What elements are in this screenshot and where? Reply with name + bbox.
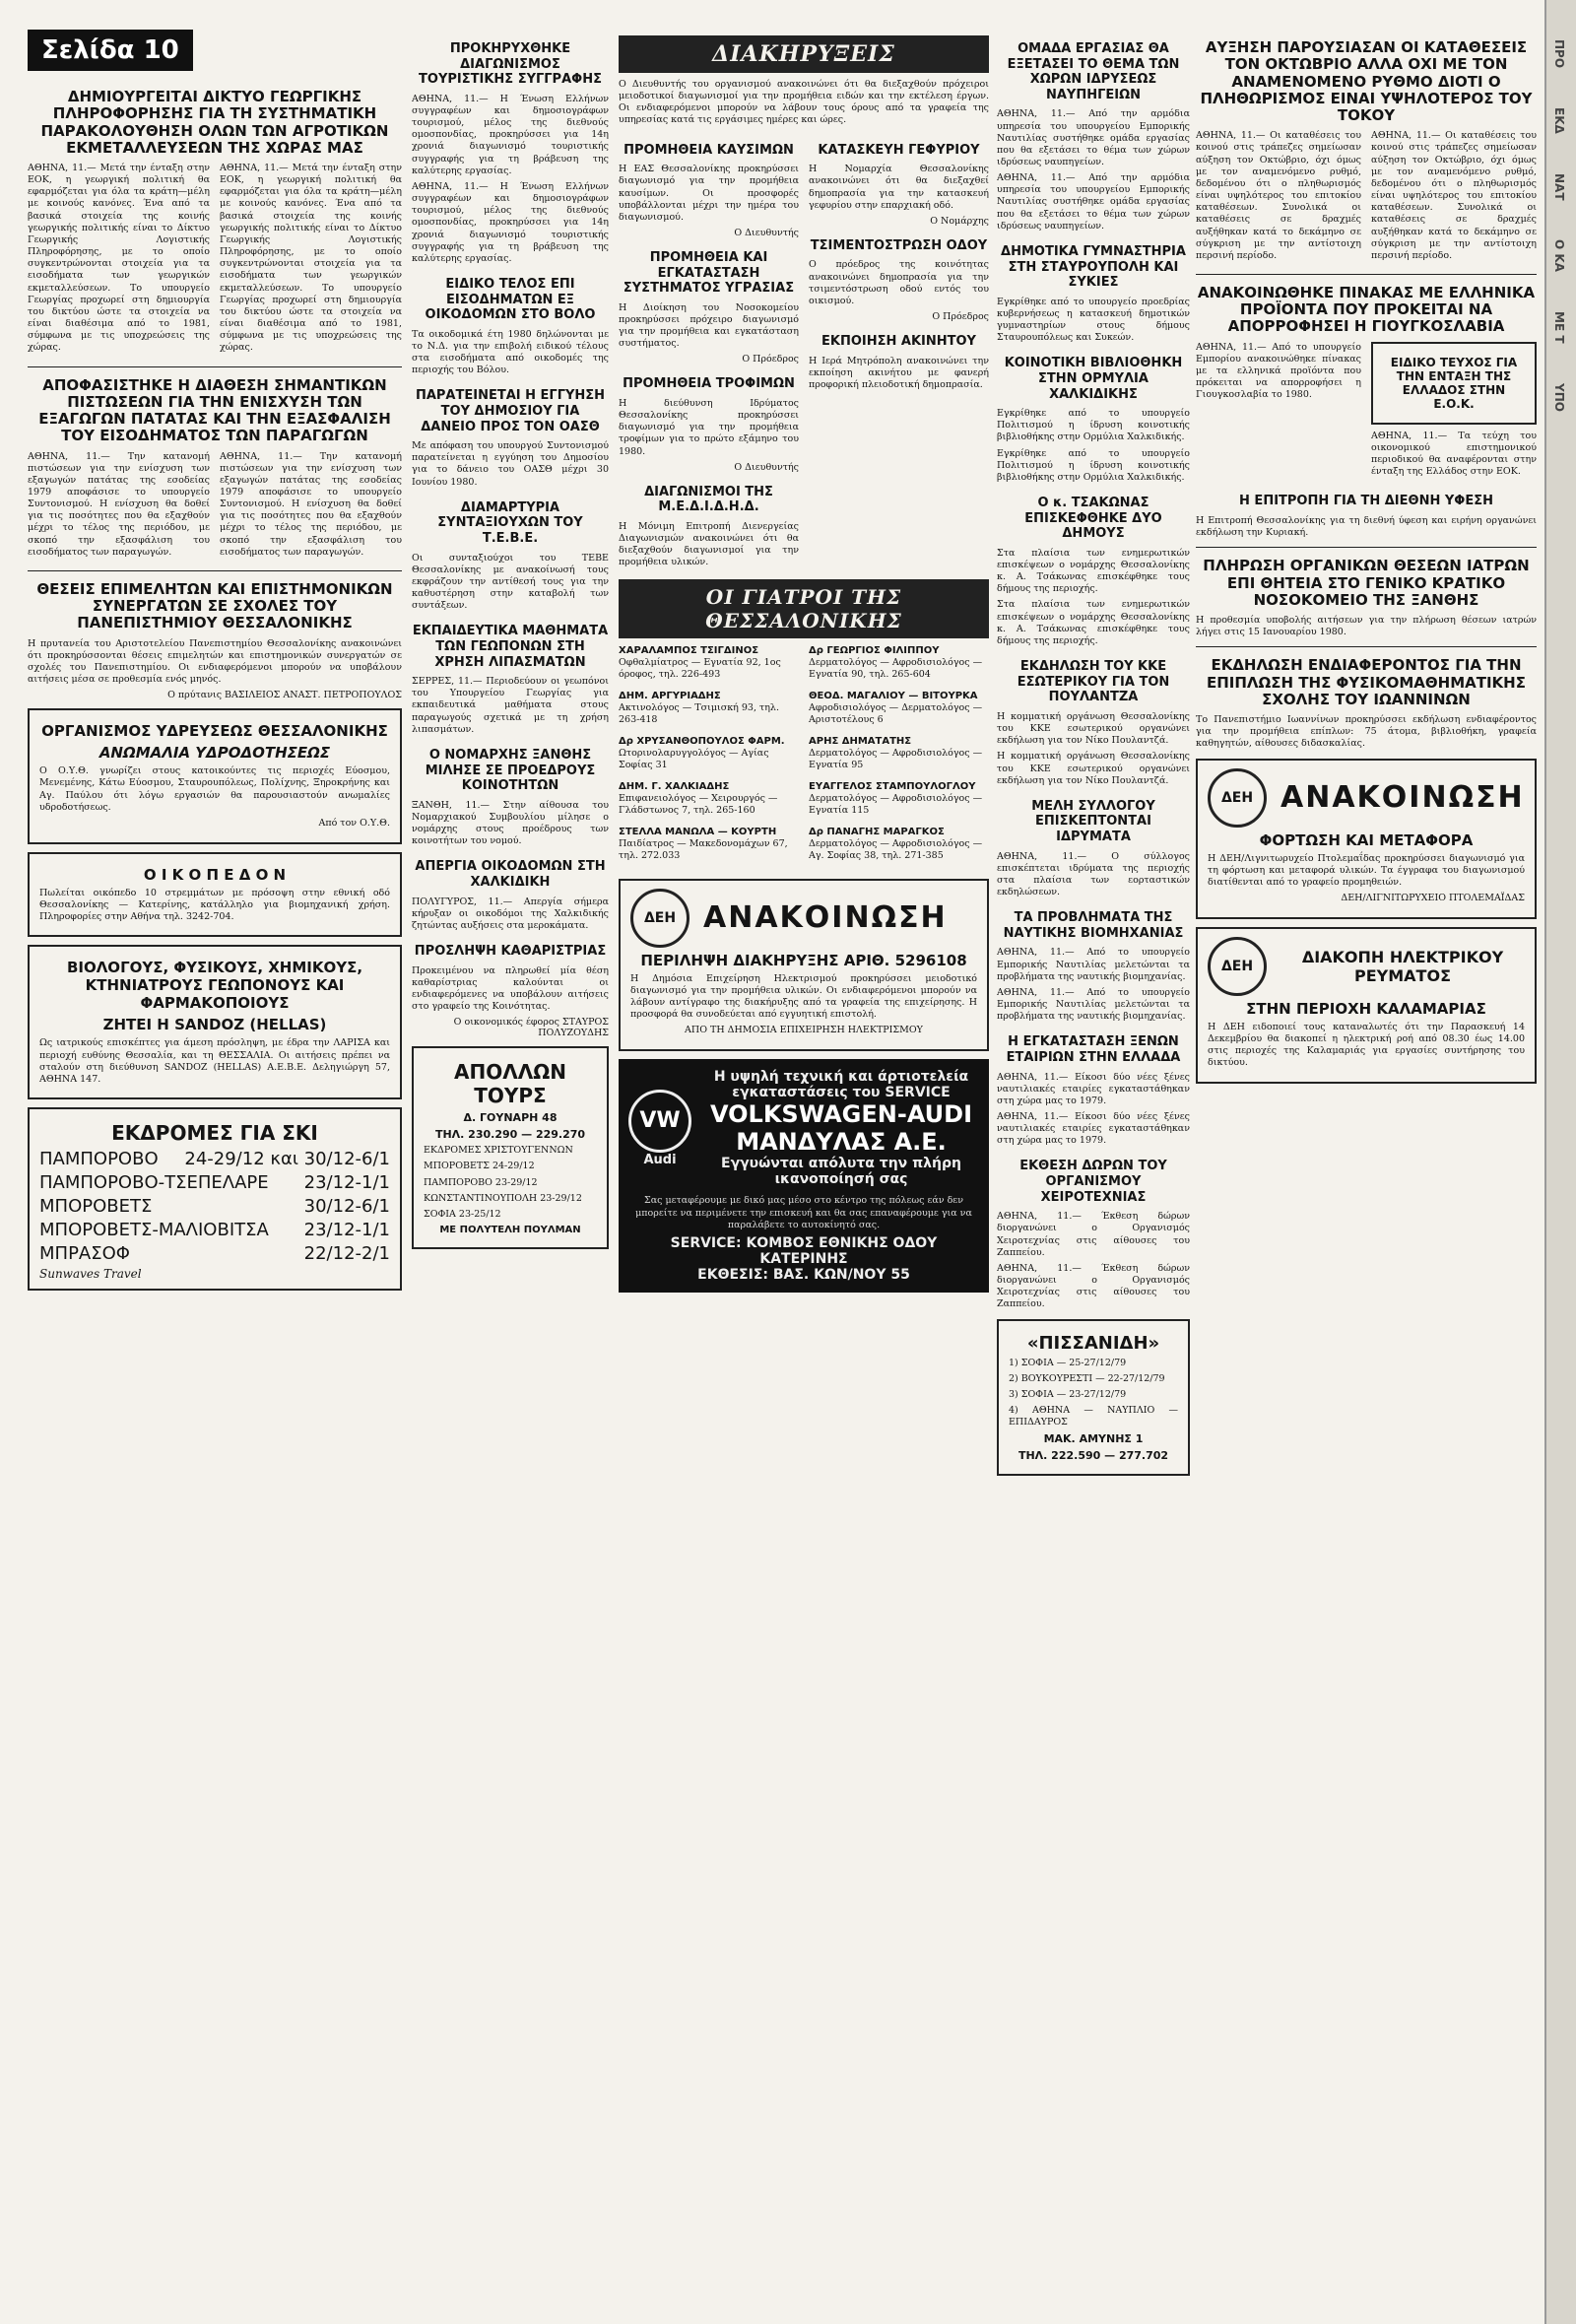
trip-dates: 22/12-2/1 <box>303 1243 390 1264</box>
trip-dates: 24-29/12 και 30/12-6/1 <box>184 1149 390 1169</box>
article-body: ΑΘΗΝΑ, 11.— Από το υπουργείο Εμπορικής Ναυτιλίας μελετώνται τα προβλήματα της ναυτικής βιομηχανίας. <box>997 947 1190 982</box>
doctor-name: ΘΕΟΔ. ΜΑΓΑΛΙΟΥ — ΒΙΤΟΥΡΚΑ <box>809 690 978 701</box>
article-body: Εγκρίθηκε από το υπουργείο προεδρίας κυβερνήσεως η κατασκευή δημοτικών γυμναστηρίων στους δήμους Σταυρουπόλεως και Συκεών. <box>997 296 1190 344</box>
destination: ΠΑΜΠΟΡΟΒΟ <box>39 1149 159 1169</box>
ad-body: Ως ιατρικούς επισκέπτες για άμεση πρόσληψη, με έδρα την ΛΑΡΙΣΑ και περιοχή ευθύνης Θεσσαλία, και τη ΘΕΣΣΑΛΙΑ. Οι αιτήσεις πρέπει να σταλούν στη διεύθυνση SANDOZ (HELLAS) Α.Ε.Β.Ε. Δεληγιώργη 57, ΑΘΗΝΑ 147. <box>39 1037 390 1085</box>
notice-body: Η ΔΕΗ ειδοποιεί τους καταναλωτές ότι την Παρασκευή 14 Δεκεμβρίου θα διακοπεί η ηλεκτρική ροή από 08.30 έως 14.00 στις περιοχές της Καλαμαριάς για εργασίες συντήρησης του δικτύου. <box>1208 1022 1525 1069</box>
article-body: ΑΘΗΝΑ, 11.— Είκοσι δύο νέες ξένες ναυτιλιακές εταιρίες εγκαταστάθηκαν στη χώρα μας το 1979. <box>997 1111 1190 1147</box>
notice-title: ΟΡΓΑΝΙΣΜΟΣ ΥΔΡΕΥΣΕΩΣ ΘΕΣΣΑΛΟΝΙΚΗΣ <box>41 722 388 741</box>
article-headline: ΠΡΟΚΗΡΥΧΘΗΚΕ ΔΙΑΓΩΝΙΣΜΟΣ ΤΟΥΡΙΣΤΙΚΗΣ ΣΥΓΓΡΑΦΗΣ <box>419 41 602 88</box>
article-body: Με απόφαση του υπουργού Συντονισμού παρατείνεται η εγγύηση του Δημοσίου για το δάνειο του ΟΑΣΘ μέχρι 30 Ιουνίου 1980. <box>412 440 609 488</box>
article-headline: Η ΕΓΚΑΤΑΣΤΑΣΗ ΞΕΝΩΝ ΕΤΑΙΡΙΩΝ ΣΤΗΝ ΕΛΛΑΔΑ <box>1006 1034 1181 1065</box>
tender-title: ΠΡΟΜΗΘΕΙΑ ΤΡΟΦΙΜΩΝ <box>623 376 795 392</box>
power-outage-notice <box>1196 927 1537 1084</box>
article-headline: ΟΜΑΔΑ ΕΡΓΑΣΙΑΣ ΘΑ ΕΞΕΤΑΣΕΙ ΤΟ ΘΕΜΑ ΤΩΝ ΧΩΡΩΝ ΙΔΡΥΣΕΩΣ ΝΑΥΠΗΓΕΙΩΝ <box>1007 41 1180 102</box>
announcement-subtitle: ΦΟΡΤΩΣΗ ΚΑΙ ΜΕΤΑΦΟΡΑ <box>1259 830 1474 849</box>
ad-dealer: ΜΑΝΔΥΛΑΣ Α.Ε. <box>736 1128 947 1157</box>
divider <box>28 366 402 367</box>
destination: ΜΠΟΡΟΒΕΤΣ <box>39 1196 153 1217</box>
ski-trips-ad <box>28 1107 402 1291</box>
article-body: ΑΘΗΝΑ, 11.— Η Ένωση Ελλήνων συγγραφέων και δημοσιογράφων τουρισμού, μέλος της διεθνούς ομοσπονδίας, προκηρύσσει για 14η χρονιά διαγωνισμό τουριστικής συγγραφής για τη βράβευση της καλύτερης εργασίας. <box>412 93 609 176</box>
article-body: ΣΕΡΡΕΣ, 11.— Περιοδεύουν οι γεωπόνοι του Υπουργείου Γεωργίας για εκπαιδευτικά μαθήματα στους παραγωγούς σχετικά με τη χρήση λιπασμάτων. <box>412 676 609 735</box>
article-headline: ΕΙΔΙΚΟ ΤΕΛΟΣ ΕΠΙ ΕΙΣΟΔΗΜΑΤΩΝ ΕΞ ΟΙΚΟΔΟΜΩΝ ΣΤΟ ΒΟΛΟ <box>425 276 596 323</box>
article-body: Εγκρίθηκε από το υπουργείο Πολιτισμού η ίδρυση κοινοτικής βιβλιοθήκης στην Ορμύλια Χαλκιδικής. <box>997 447 1190 483</box>
edge-fragment: ΜΕ Τ <box>1552 311 1566 344</box>
article-headline: ΔΙΑΜΑΡΤΥΡΙΑ ΣΥΝΤΑΞΙΟΥΧΩΝ ΤΟΥ Τ.Ε.Β.Ε. <box>437 499 583 546</box>
ad-line: 3) ΣΟΦΙΑ — 23-27/12/79 <box>1009 1388 1127 1400</box>
doctor-entry <box>809 735 989 772</box>
doctor-name: ΕΥΑΓΓΕΛΟΣ ΣΤΑΜΠΟΥΛΟΓΛΟΥ <box>809 780 976 792</box>
article-body: Η πρυτανεία του Αριστοτελείου Πανεπιστημίου Θεσσαλονίκης ανακοινώνει ότι προκηρύσσονται θέσεις επιμελητών και επιστημονικών συνεργατών σε σχολές του Πανεπιστημίου. Οι ενδιαφερόμενοι μπορούν να υποβάλουν αιτήσεις μέσα σε προθεσμία ενός μηνός. <box>28 637 402 686</box>
trip-dates: 23/12-1/1 <box>303 1172 390 1193</box>
ad-line: ΜΠΟΡΟΒΕΤΣ 24-29/12 <box>424 1161 535 1172</box>
article-body: Η κομματική οργάνωση Θεσσαλονίκης του ΚΚΕ εσωτερικού οργανώνει εκδήλωση για τον Νίκο Πουλαντζά. <box>997 751 1190 786</box>
adjacent-page-edge <box>1544 0 1576 2324</box>
tender-title: ΠΡΟΜΗΘΕΙΑ ΚΑΙ ΕΓΚΑΤΑΣΤΑΣΗ ΣΥΣΤΗΜΑΤΟΣ ΥΓΡΑΣΙΑΣ <box>623 250 795 297</box>
doctor-entry <box>619 735 799 772</box>
column-5 <box>1196 30 1537 1092</box>
doctor-details: Οφθαλμίατρος — Εγνατία 92, 1ος όροφος, τηλ. 226-493 <box>619 656 781 681</box>
notice-subtitle: ΣΤΗΝ ΠΕΡΙΟΧΗ ΚΑΛΑΜΑΡΙΑΣ <box>1246 1000 1486 1018</box>
ad-line: 1) ΣΟΦΙΑ — 25-27/12/79 <box>1009 1357 1127 1368</box>
article-headline: ΠΑΡΑΤΕΙΝΕΤΑΙ Η ΕΓΓΥΗΣΗ ΤΟΥ ΔΗΜΟΣΙΟΥ ΓΙΑ ΔΑΝΕΙΟ ΠΡΟΣ ΤΟΝ ΟΑΣΘ <box>415 388 606 434</box>
tender-title: ΠΡΟΜΗΘΕΙΑ ΚΑΥΣΙΜΩΝ <box>624 142 794 158</box>
destination: ΜΠΟΡΟΒΕΤΣ-ΜΑΛΙΟΒΙΤΣΑ <box>39 1220 269 1240</box>
agency-address: ΜΑΚ. ΑΜΥΝΗΣ 1 <box>1043 1432 1144 1446</box>
agency-address: Δ. ΓΟΥΝΑΡΗ 48 <box>463 1111 558 1125</box>
tender-body: Η Νομαρχία Θεσσαλονίκης ανακοινώνει ότι θα διεξαχθεί δημοπρασία για την κατασκευή γεφυρίου στην επαρχιακή οδό. <box>809 164 989 211</box>
tenders-list <box>619 131 989 573</box>
destination: ΠΑΜΠΟΡΟΒΟ-ΤΣΕΠΕΛΑΡΕ <box>39 1172 269 1193</box>
column-1 <box>28 30 402 1298</box>
agency-phone: ΤΗΛ. 230.290 — 229.270 <box>434 1128 586 1142</box>
tender-body: Η Διοίκηση του Νοσοκομείου προκηρύσσει πρόχειρο διαγωνισμό για την προμήθεια και εγκατάσταση συστήματος. <box>619 301 799 350</box>
article-headline: ΑΥΞΗΣΗ ΠΑΡΟΥΣΙΑΣΑΝ ΟΙ ΚΑΤΑΘΕΣΕΙΣ ΤΟΝ ΟΚΤΩΒΡΙΟ ΑΛΛΑ ΟΧΙ ΜΕ ΤΟΝ ΑΝΑΜΕΝΟΜΕΝΟ ΡΥΘΜΟ ΔΙΟΤΙ Ο ΠΛΗΘΩΡΙΣΜΟΣ ΕΙΝΑΙ ΥΨΗΛΟΤΕΡΟΣ ΤΟΥ ΤΟΚΟΥ <box>1200 38 1533 124</box>
edge-fragment: ΕΚΔ <box>1552 107 1566 134</box>
article-body: ΑΘΗΝΑ, 11.— Από το υπουργείο Εμπορικής Ναυτιλίας μελετώνται τα προβλήματα της ναυτικής βιομηχανίας. <box>997 986 1190 1023</box>
divider <box>28 570 402 571</box>
travel-agency-ad <box>412 1046 609 1249</box>
announcement-footer: ΔΕΗ/ΛΙΓΝΙΤΩΡΥΧΕΙΟ ΠΤΟΛΕΜΑΪΔΑΣ <box>1341 893 1525 903</box>
signature: Ο Διευθυντής <box>734 461 799 473</box>
doctor-name: ΑΡΗΣ ΔΗΜΑΤΑΤΗΣ <box>809 735 912 747</box>
signature: Ο πρύτανις ΒΑΣΙΛΕΙΟΣ ΑΝΑΣΤ. ΠΕΤΡΟΠΟΥΛΟΣ <box>167 690 402 701</box>
signature: Από τον Ο.Υ.Θ. <box>318 817 390 829</box>
doctor-entry <box>619 780 799 818</box>
doctors-heading: ΟΙ ΓΙΑΤΡΟΙ ΤΗΣ ΘΕΣΣΑΛΟΝΙΚΗΣ <box>619 579 989 638</box>
article-body: ΑΘΗΝΑ, 11.— Η Ένωση Ελλήνων συγγραφέων και δημοσιογράφων τουρισμού, μέλος της διεθνούς ομοσπονδίας, προκηρύσσει για 14η χρονιά διαγωνισμό τουριστικής συγγραφής για τη βράβευση της καλύτερης εργασίας. <box>412 180 609 264</box>
job-ad <box>28 945 402 1099</box>
article-body: Οι συνταξιούχοι του ΤΕΒΕ Θεσσαλονίκης με ανακοίνωσή τους εκφράζουν την αντίθεσή τους για την καθυστέρηση στην καταβολή των συντάξεων. <box>412 552 609 612</box>
article-body: Στα πλαίσια των ενημερωτικών επισκέψεων ο νομάρχης Θεσσαλονίκης κ. Α. Τσάκωνας επισκέφθηκε τους δήμους της περιοχής. <box>997 599 1190 646</box>
ad-title: ΕΚΔΡΟΜΕΣ ΓΙΑ ΣΚΙ <box>111 1121 318 1145</box>
destination: ΜΠΡΑΣΟΦ <box>39 1243 130 1264</box>
agency-name: ΑΠΟΛΛΩΝ ΤΟΥΡΣ <box>454 1060 566 1108</box>
article-headline: ΑΠΟΦΑΣΙΣΤΗΚΕ Η ΔΙΑΘΕΣΗ ΣΗΜΑΝΤΙΚΩΝ ΠΙΣΤΩΣΕΩΝ ΓΙΑ ΤΗΝ ΕΝΙΣΧΥΣΗ ΤΩΝ ΕΞΑΓΩΓΩΝ ΠΑΤΑΤΑΣ ΚΑΙ ΤΗΝ ΕΞΑΣΦΑΛΙΣΗ ΤΟΥ ΕΙΣΟΔΗΜΑΤΟΣ ΤΩΝ ΠΑΡΑΓΩΓΩΝ <box>38 375 391 445</box>
showroom-address: ΕΚΘΕΣΙΣ: ΒΑΣ. ΚΩΝ/ΝΟΥ 55 <box>697 1266 910 1283</box>
article-body: Εγκρίθηκε από το υπουργείο Πολιτισμού η ίδρυση κοινοτικής βιβλιοθήκης στην Ορμύλια Χαλκιδικής. <box>997 408 1190 443</box>
ad-title: Ο Ι Κ Ο Π Ε Δ Ο Ν <box>143 865 287 884</box>
article-body: ΑΘΗΝΑ, 11.— Ο σύλλογος επισκέπτεται ιδρύματα της περιοχής στα πλαίσια των εορταστικών εκδηλώσεων. <box>997 850 1190 898</box>
notice-box <box>28 708 402 844</box>
doctor-entry <box>809 644 989 682</box>
doctor-name: Δρ ΠΑΝΑΓΗΣ ΜΑΡΑΓΚΟΣ <box>809 826 945 837</box>
ad-line: Η υψηλή τεχνική και άρτιοτελεία εγκαταστάσεις του SERVICE <box>713 1069 969 1101</box>
signature: Ο οικονομικός έφορος ΣΤΑΥΡΟΣ ΠΟΛΥΖΟΥΔΗΣ <box>453 1017 609 1039</box>
ad-line: ΚΩΝΣΤΑΝΤΙΝΟΥΠΟΛΗ 23-29/12 <box>424 1192 582 1204</box>
ad-line: ΣΟΦΙΑ 23-25/12 <box>424 1208 501 1220</box>
doctors-directory <box>619 644 989 871</box>
announcement-body: Η ΔΕΗ/Λιγνιτωρυχείο Πτολεμαΐδας προκηρύσσει διαγωνισμό για τη φόρτωση και μεταφορά υλικών. Τα έγγραφα του διαγωνισμού διατίθενται από το γραφείο προμηθειών. <box>1208 852 1525 888</box>
column-2 <box>412 30 609 1257</box>
section-heading: ΔΙΑΚΗΡΥΞΕΙΣ <box>619 35 989 73</box>
article-headline: ΚΟΙΝΟΤΙΚΗ ΒΙΒΛΙΟΘΗΚΗ ΣΤΗΝ ΟΡΜΥΛΙΑ ΧΑΛΚΙΔΙΚΗΣ <box>1004 356 1183 402</box>
agency-name: «ΠΙΣΣΑΝΙΔΗ» <box>1026 1332 1160 1354</box>
agency-logo: Sunwaves Travel <box>39 1267 142 1281</box>
announcement-title: ΑΝΑΚΟΙΝΩΣΗ <box>703 900 948 936</box>
doctor-name: ΔΗΜ. Γ. ΧΑΛΚΙΑΔΗΣ <box>619 780 730 792</box>
doctor-details: Δερματολόγος — Αφροδισιολόγος — Εγνατία 115 <box>809 793 983 817</box>
article-body: ΑΘΗΝΑ, 11.— Τα τεύχη του οικονομικού επιστημονικού περιοδικού θα αναφέρονται στην ένταξη της Ελλάδος στην ΕΟΚ. <box>1371 430 1537 478</box>
ski-trip-row <box>39 1172 390 1193</box>
article-body: ΞΑΝΘΗ, 11.— Στην αίθουσα του Νομαρχιακού Συμβουλίου μίλησε ο νομάρχης στους προέδρους των κοινοτήτων του νομού. <box>412 799 609 847</box>
doctor-details: Ακτινολόγος — Τσιμισκή 93, τηλ. 263-418 <box>619 701 779 726</box>
article-body: ΑΘΗΝΑ, 11.— Την κατανομή πιστώσεων για την ενίσχυση των εξαγωγών πατάτας της εσοδείας 1979 αποφάσισε το υπουργείο Συντονισμού. Η ενίσχυση θα δοθεί για τις ποσότητες που θα εξαχθούν μέχρι το τέλος της περιόδου, με σκοπό την εξασφάλιση του εισοδήματος των παραγωγών. <box>28 450 210 558</box>
doctor-name: Δρ ΓΕΩΡΓΙΟΣ ΦΙΛΙΠΠΟΥ <box>809 644 940 656</box>
ad-footer: ΜΕ ΠΟΛΥΤΕΛΗ ΠΟΥΛΜΑΝ <box>439 1224 581 1235</box>
divider <box>1196 274 1537 275</box>
tender-body: Η διεύθυνση Ιδρύματος Θεσσαλονίκης προκηρύσσει διαγωνισμό για την προμήθεια τροφίμων για το πρώτο εξάμηνο του 1980. <box>619 398 799 457</box>
tender-title: ΤΣΙΜΕΝΤΟΣΤΡΩΣΗ ΟΔΟΥ <box>810 237 988 253</box>
article-headline: ΕΚΔΗΛΩΣΗ ΤΟΥ ΚΚΕ ΕΣΩΤΕΡΙΚΟΥ ΓΙΑ ΤΟΝ ΠΟΥΛΑΝΤΖΑ <box>1017 659 1170 705</box>
doctor-details: Δερματολόγος — Αφροδισιολόγος — Εγνατία 90, τηλ. 265-604 <box>809 656 983 681</box>
doctor-entry <box>809 826 989 863</box>
signature: Ο Πρόεδρος <box>742 354 799 365</box>
doctor-details: Παιδίατρος — Μακεδονομάχων 67, τηλ. 272.033 <box>619 838 788 862</box>
edge-fragment: Ο ΚΑ <box>1552 239 1566 273</box>
article-body: ΑΘΗΝΑ, 11.— Την κατανομή πιστώσεων για την ενίσχυση των εξαγωγών πατάτας της εσοδείας 1979 αποφάσισε το υπουργείο Συντονισμού. Η ενίσχυση θα δοθεί για τις ποσότητες που θα εξαχθούν μέχρι το τέλος της περιόδου, με σκοπό την εξασφάλιση του εισοδήματος των παραγωγών. <box>220 450 402 558</box>
ad-line: 2) ΒΟΥΚΟΥΡΕΣΤΙ — 22-27/12/79 <box>1009 1372 1165 1384</box>
divider <box>1196 547 1537 548</box>
travel-agency-ad <box>997 1319 1190 1477</box>
tender-title: ΕΚΠΟΙΗΣΗ ΑΚΙΝΗΤΟΥ <box>821 334 976 350</box>
doctor-name: ΧΑΡΑΛΑΜΠΟΣ ΤΣΙΓΔΙΝΟΣ <box>619 644 759 656</box>
notice-title: ΔΙΑΚΟΠΗ ΗΛΕΚΤΡΙΚΟΥ ΡΕΥΜΑΤΟΣ <box>1301 948 1504 985</box>
deh-logo-icon: ΔΕΗ <box>1208 768 1267 828</box>
deh-logo-icon: ΔΕΗ <box>630 889 690 948</box>
article-body: ΑΘΗΝΑ, 11.— Οι καταθέσεις του κοινού στις τράπεζες σημείωσαν αύξηση τον Οκτώβριο, όχι όμως με τον αναμενόμενο ρυθμό, δεδομένου ότι ο πληθωρισμός είναι υψηλότερος του επιτοκίου καταθέσεων. Συνολικά οι καταθέσεις σε δραχμές αυξήθηκαν κατά το δεκάμηνο σε σύγκριση με την αντίστοιχη περσινή περίοδο. <box>1371 130 1537 261</box>
ad-line: ΕΚΔΡΟΜΕΣ ΧΡΙΣΤΟΥΓΕΝΝΩΝ <box>424 1145 573 1157</box>
ad-line: ΠΑΜΠΟΡΟΒΟ 23-29/12 <box>424 1176 538 1188</box>
audi-logo: Audi <box>643 1152 677 1167</box>
article-headline: ΠΛΗΡΩΣΗ ΟΡΓΑΝΙΚΩΝ ΘΕΣΕΩΝ ΙΑΤΡΩΝ ΕΠΙ ΘΗΤΕΙΑ ΣΤΟ ΓΕΝΙΚΟ ΚΡΑΤΙΚΟ ΝΟΣΟΚΟΜΕΙΟ ΤΗΣ ΞΑΝΘΗΣ <box>1203 557 1530 609</box>
article-body: Το Πανεπιστήμιο Ιωαννίνων προκηρύσσει εκδήλωση ενδιαφέροντος για την προμήθεια επίπλων: 75 άτομα, βιβλιοθήκη, γραφεία καθηγητών, αίθουσες διδασκαλίας. <box>1196 714 1537 750</box>
column-4 <box>997 30 1190 1484</box>
article-body: ΑΘΗΝΑ, 11.— Είκοσι δύο νέες ξένες ναυτιλιακές εταιρίες εγκαταστάθηκαν στη χώρα μας το 1979. <box>997 1071 1190 1106</box>
deh-announcement <box>619 879 989 1052</box>
article-body: ΑΘΗΝΑ, 11.— Μετά την ένταξη στην ΕΟΚ, η γεωργική πολιτική θα εφαρμόζεται για όλα τα κράτη—μέλη με κοινούς κανόνες. Ένα από τα βασικά στοιχεία της κοινής γεωργικής πολιτικής είναι το Δίκτυο Γεωργικής Λογιστικής Πληροφόρησης, με το οποίο συγκεντρώνονται στοιχεία για τα εισοδήματα των γεωργικών εκμεταλλεύσεων. Το υπουργείο Γεωργίας προχωρεί στη δημιουργία του δικτύου ώστε τα στοιχεία να είναι διαθέσιμα από το 1981, σύμφωνα με τις υποχρεώσεις της χώρας. <box>28 163 210 354</box>
article-body: Προκειμένου να πληρωθεί μία θέση καθαρίστριας καλούνται οι ενδιαφερόμενες να υποβάλουν αιτήσεις στο γραφείο της Κοινότητας. <box>412 964 609 1013</box>
ad-subtitle: ΖΗΤΕΙ Η SANDOZ (HELLAS) <box>102 1016 327 1034</box>
tender-body: Η Μόνιμη Επιτροπή Διενεργείας Διαγωνισμών ανακοινώνει ότι θα διεξαχθούν διαγωνισμοί για την προμήθεια υλικών. <box>619 520 799 568</box>
article-headline: ΕΚΔΗΛΩΣΗ ΕΝΔΙΑΦΕΡΟΝΤΟΣ ΓΙΑ ΤΗΝ ΕΠΙΠΛΩΣΗ ΤΗΣ ΦΥΣΙΚΟΜΑΘΗΜΑΤΙΚΗΣ ΣΧΟΛΗΣ ΤΟΥ ΙΩΑΝΝΙΝΩΝ <box>1206 656 1526 708</box>
ad-line: Εγγυώνται απόλυτα την πλήρη ικανοποίησή σας <box>721 1156 961 1188</box>
article-body: ΑΘΗΝΑ, 11.— Μετά την ένταξη στην ΕΟΚ, η γεωργική πολιτική θα εφαρμόζεται για όλα τα κράτη—μέλη με κοινούς κανόνες. Ένα από τα βασικά στοιχεία της κοινής γεωργικής πολιτικής είναι το Δίκτυο Γεωργικής Λογιστικής Πληροφόρησης, με το οποίο συγκεντρώνονται στοιχεία για τα εισοδήματα των γεωργικών εκμεταλλεύσεων. Το υπουργείο Γεωργίας προχωρεί στη δημιουργία του δικτύου ώστε τα στοιχεία να είναι διαθέσιμα από το 1981, σύμφωνα με τις υποχρεώσεις της χώρας. <box>220 163 402 354</box>
tender-title: ΔΙΑΓΩΝΙΣΜΟΙ ΤΗΣ Μ.Ε.Δ.Ι.Δ.Η.Δ. <box>644 484 773 515</box>
tender-body: Η ΕΑΣ Θεσσαλονίκης προκηρύσσει διαγωνισμό για την προμήθεια καυσίμων. Οι προσφορές υποβάλλονται μέχρι την ημέρα του διαγωνισμού. <box>619 164 799 223</box>
doctor-details: Δερματολόγος — Αφροδισιολόγος — Αγ. Σοφίας 38, τηλ. 271-385 <box>809 838 983 862</box>
article-body: ΑΘΗΝΑ, 11.— Έκθεση δώρων διοργανώνει ο Οργανισμός Χειροτεχνίας στις αίθουσες του Ζαππείου. <box>997 1211 1190 1258</box>
ad-brand: VOLKSWAGEN-AUDI <box>709 1100 972 1129</box>
notice-subtitle: ΑΝΩΜΑΛΙΑ ΥΔΡΟΔΟΤΗΣΕΩΣ <box>98 744 331 763</box>
highlight-box <box>1371 342 1537 425</box>
ski-trip-row <box>39 1220 390 1240</box>
article-body: ΑΘΗΝΑ, 11.— Οι καταθέσεις του κοινού στις τράπεζες σημείωσαν αύξηση τον Οκτώβριο, όχι όμως με τον αναμενόμενο ρυθμό, δεδομένου ότι ο πληθωρισμός είναι υψηλότερος του επιτοκίου καταθέσεων. Συνολικά οι καταθέσεις σε δραχμές αυξήθηκαν κατά το δεκάμηνο σε σύγκριση με την αντίστοιχη περσινή περίοδο. <box>1196 130 1361 261</box>
doctor-entry <box>619 826 799 863</box>
doctor-entry <box>619 644 799 682</box>
tender-body: Ο πρόεδρος της κοινότητας ανακοινώνει δημοπρασία για την τσιμεντόστρωση οδού εντός του οικισμού. <box>809 259 989 306</box>
trip-dates: 30/12-6/1 <box>303 1196 390 1217</box>
tender-body: Η Ιερά Μητρόπολη ανακοινώνει την εκποίηση ακινήτου με φανερή προφορική πλειοδοτική δημοπρασία. <box>809 355 989 390</box>
article-headline: ΑΝΑΚΟΙΝΩΘΗΚΕ ΠΙΝΑΚΑΣ ΜΕ ΕΛΛΗΝΙΚΑ ΠΡΟΪΟΝΤΑ ΠΟΥ ΠΡΟΚΕΙΤΑΙ ΝΑ ΑΠΟΡΡΟΦΗΣΕΙ Η ΓΙΟΥΓΚΟΣΛΑΒΙΑ <box>1197 283 1536 336</box>
article-headline: Ο κ. ΤΣΑΚΩΝΑΣ ΕΠΙΣΚΕΦΘΗΚΕ ΔΥΟ ΔΗΜΟΥΣ <box>1024 496 1162 542</box>
article-body: Η κομματική οργάνωση Θεσσαλονίκης του ΚΚΕ εσωτερικού οργανώνει εκδήλωση για τον Νίκο Πουλαντζά. <box>997 710 1190 747</box>
article-body: ΑΘΗΝΑ, 11.— Από το υπουργείο Εμπορίου ανακοινώθηκε πίνακας με τα ελληνικά προϊόντα που πρόκειται να απορροφήσει η Γιουγκοσλαβία το 1980. <box>1196 341 1361 401</box>
deh-logo-icon: ΔΕΗ <box>1208 937 1267 996</box>
doctor-name: ΣΤΕΛΛΑ ΜΑΝΩΛΑ — ΚΟΥΡΤΗ <box>619 826 777 837</box>
article-headline: ΕΚΠΑΙΔΕΥΤΙΚΑ ΜΑΘΗΜΑΤΑ ΤΩΝ ΓΕΩΠΟΝΩΝ ΣΤΗ ΧΡΗΣΗ ΛΙΠΑΣΜΑΤΩΝ <box>412 624 609 670</box>
article-headline: Ο ΝΟΜΑΡΧΗΣ ΞΑΝΘΗΣ ΜΙΛΗΣΕ ΣΕ ΠΡΟΕΔΡΟΥΣ ΚΟΙΝΟΤΗΤΩΝ <box>425 747 596 794</box>
article-body: Η προθεσμία υποβολής αιτήσεων για την πλήρωση θέσεων ιατρών λήγει στις 15 Ιανουαρίου 1980. <box>1196 615 1537 638</box>
article-body: Η Επιτροπή Θεσσαλονίκης για τη διεθνή ύφεση και ειρήνη οργανώνει εκδήλωση την Κυριακή. <box>1196 514 1537 539</box>
doctor-name: ΔΗΜ. ΑΡΓΥΡΙΑΔΗΣ <box>619 690 721 701</box>
divider <box>1196 646 1537 647</box>
doctor-details: Αφροδισιολόγος — Δερματολόγος — Αριστοτέλους 6 <box>809 701 983 726</box>
section-intro: Ο Διευθυντής του οργανισμού ανακοινώνει ότι θα διεξαχθούν πρόχειροι μειοδοτικοί διαγωνισμοί για την προμήθεια ειδών και την εκτέλεση έργων. Οι ενδιαφερόμενοι μπορούν να λάβουν τους όρους από τα γραφεία της υπηρεσίας κατά τις εργάσιμες ημέρες και ώρες. <box>619 79 989 126</box>
article-headline: ΘΕΣΕΙΣ ΕΠΙΜΕΛΗΤΩΝ ΚΑΙ ΕΠΙΣΤΗΜΟΝΙΚΩΝ ΣΥΝΕΡΓΑΤΩΝ ΣΕ ΣΧΟΛΕΣ ΤΟΥ ΠΑΝΕΠΙΣΤΗΜΙΟΥ ΘΕΣΣΑΛΟΝΙΚΗΣ <box>36 579 393 632</box>
classified-ad <box>28 852 402 937</box>
doctor-entry <box>619 690 799 727</box>
ski-trip-row <box>39 1149 390 1169</box>
edge-fragment: ΝΑΤ <box>1552 172 1566 201</box>
article-headline: ΔΗΜΟΤΙΚΑ ΓΥΜΝΑΣΤΗΡΙΑ ΣΤΗ ΣΤΑΥΡΟΥΠΟΛΗ ΚΑΙ ΣΥΚΙΕΣ <box>1001 243 1186 291</box>
doctor-entry <box>809 690 989 727</box>
article-body: ΠΟΛΥΓΥΡΟΣ, 11.— Απεργία σήμερα κήρυξαν οι οικοδόμοι της Χαλκιδικής ζητώντας αυξήσεις στα μεροκάματα. <box>412 896 609 931</box>
vw-audi-ad <box>619 1059 989 1292</box>
ad-line: 4) ΑΘΗΝΑ — ΝΑΥΠΛΙΟ — ΕΠΙΔΑΥΡΟΣ <box>1009 1404 1178 1428</box>
article-headline: ΔΗΜΙΟΥΡΓΕΙΤΑΙ ΔΙΚΤΥΟ ΓΕΩΡΓΙΚΗΣ ΠΛΗΡΟΦΟΡΗΣΗΣ ΓΙΑ ΤΗ ΣΥΣΤΗΜΑΤΙΚΗ ΠΑΡΑΚΟΛΟΥΘΗΣΗ ΟΛΩΝ ΤΩΝ ΑΓΡΟΤΙΚΩΝ ΕΚΜΕΤΑΛΛΕΥΣΕΩΝ ΤΗΣ ΧΩΡΑΣ ΜΑΣ <box>40 88 389 157</box>
article-body: Στα πλαίσια των ενημερωτικών επισκέψεων ο νομάρχης Θεσσαλονίκης κ. Α. Τσάκωνας επισκέφθηκε τους δήμους της περιοχής. <box>997 547 1190 595</box>
doctor-entry <box>809 780 989 818</box>
notice-body: Ο Ο.Υ.Θ. γνωρίζει στους κατοικούντες τις περιοχές Εύοσμου, Μενεμένης, Κάτω Εύοσμου, Σταυρουπόλεως, Πολίχνης, Ξηροκρήνης και Αγ. Παύλου ότι λόγω εργασιών θα παρουσιαστούν ανωμαλίες υδροδοτήσεως. <box>39 765 390 813</box>
edge-fragment: ΥΠΟ <box>1552 382 1566 412</box>
announcement-footer: ΑΠΟ ΤΗ ΔΗΜΟΣΙΑ ΕΠΙΧΕΙΡΗΣΗ ΗΛΕΚΤΡΙΣΜΟΥ <box>685 1025 923 1036</box>
signature: Ο Διευθυντής <box>734 228 799 238</box>
doctor-name: Δρ ΧΡΥΣΑΝΘΟΠΟΥΛΟΣ ΦΑΡΜ. <box>619 735 785 747</box>
ad-title: ΒΙΟΛΟΓΟΥΣ, ΦΥΣΙΚΟΥΣ, ΧΗΜΙΚΟΥΣ, ΚΤΗΝΙΑΤΡΟΥΣ ΓΕΩΠΟΝΟΥΣ ΚΑΙ ΦΑΡΜΑΚΟΠΟΙΟΥΣ <box>66 959 363 1013</box>
column-3 <box>619 30 989 1298</box>
article-headline: ΜΕΛΗ ΣΥΛΛΟΓΟΥ ΕΠΙΣΚΕΠΤΟΝΤΑΙ ΙΔΡΥΜΑΤΑ <box>1031 798 1155 844</box>
tender-title: ΚΑΤΑΣΚΕΥΗ ΓΕΦΥΡΙΟΥ <box>818 142 980 158</box>
article-body: ΑΘΗΝΑ, 11.— Από την αρμόδια υπηρεσία του υπουργείου Εμπορικής Ναυτιλίας συστήθηκε ομάδα εργασίας που θα εξετάσει το θέμα των χώρων ιδρύσεως ναυπηγείων. <box>997 172 1190 232</box>
doctor-details: Δερματολόγος — Αφροδισιολόγος — Εγνατία 95 <box>809 748 983 771</box>
article-headline: Η ΕΠΙΤΡΟΠΗ ΓΙΑ ΤΗ ΔΙΕΘΝΗ ΥΦΕΣΗ <box>1239 494 1493 509</box>
edge-fragment: ΠΡΟ <box>1552 39 1566 69</box>
announcement-body: Η Δημόσια Επιχείρηση Ηλεκτρισμού προκηρύσσει μειοδοτικό διαγωνισμό για την προμήθεια υλικών. Οι ενδιαφερόμενοι μπορούν να λάβουν αντίγραφο της διακήρυξης από τα γραφεία της επιχείρησης. Η προσφορά θα συνοδεύεται από εγγυητική επιστολή. <box>630 972 977 1021</box>
signature: Ο Πρόεδρος <box>932 311 989 323</box>
ad-body: Πωλείται οικόπεδο 10 στρεμμάτων με πρόσοψη στην εθνική οδό Θεσσαλονίκης — Κατερίνης, κατάλληλο για βιομηχανική χρήση. Πληροφορίες στην Αθήνα τηλ. 3242-704. <box>39 887 390 923</box>
ski-trip-row <box>39 1243 390 1264</box>
deh-announcement <box>1196 759 1537 919</box>
article-headline: ΤΑ ΠΡΟΒΛΗΜΑΤΑ ΤΗΣ ΝΑΥΤΙΚΗΣ ΒΙΟΜΗΧΑΝΙΑΣ <box>1003 910 1184 941</box>
box-title: ΕΙΔΙΚΟ ΤΕΥΧΟΣ ΓΙΑ ΤΗΝ ΕΝΤΑΞΗ ΤΗΣ ΕΛΛΑΔΟΣ ΣΤΗΝ Ε.Ο.Κ. <box>1390 355 1518 411</box>
announcement-subtitle: ΠΕΡΙΛΗΨΗ ΔΙΑΚΗΡΥΞΗΣ ΑΡΙΘ. 5296108 <box>640 951 967 969</box>
page-number-tag: Σελίδα 10 <box>28 30 193 71</box>
article-headline: ΕΚΘΕΣΗ ΔΩΡΩΝ ΤΟΥ ΟΡΓΑΝΙΣΜΟΥ ΧΕΙΡΟΤΕΧΝΙΑΣ <box>1019 1159 1167 1205</box>
article-headline: ΑΠΕΡΓΙΑ ΟΙΚΟΔΟΜΩΝ ΣΤΗ ΧΑΛΚΙΔΙΚΗ <box>415 859 606 890</box>
article-body: Τα οικοδομικά έτη 1980 δηλώνονται με το Ν.Δ. για την επιβολή ειδικού τέλους στα εισοδήματα από οικοδομές της περιοχής του Βόλου. <box>412 328 609 376</box>
doctor-details: Επιφανειολόγος — Χειρουργός — Γλάδστωνος 7, τηλ. 265-160 <box>619 793 778 817</box>
service-address: SERVICE: ΚΟΜΒΟΣ ΕΘΝΙΚΗΣ ΟΔΟΥ ΚΑΤΕΡΙΝΗΣ <box>670 1234 938 1267</box>
trip-dates: 23/12-1/1 <box>303 1220 390 1240</box>
article-headline: ΠΡΟΣΛΗΨΗ ΚΑΘΑΡΙΣΤΡΙΑΣ <box>414 943 607 959</box>
agency-phone: ΤΗΛ. 222.590 — 277.702 <box>1018 1449 1169 1463</box>
signature: Ο Νομάρχης <box>930 215 989 227</box>
article-body: ΑΘΗΝΑ, 11.— Από την αρμόδια υπηρεσία του υπουργείου Εμπορικής Ναυτιλίας συστήθηκε ομάδα εργασίας που θα εξετάσει το θέμα των χώρων ιδρύσεως ναυπηγείων. <box>997 108 1190 167</box>
doctor-details: Ωτορινολαρυγγολόγος — Αγίας Σοφίας 31 <box>619 748 769 771</box>
announcement-title: ΑΝΑΚΟΙΝΩΣΗ <box>1280 780 1525 816</box>
ski-trip-row <box>39 1196 390 1217</box>
article-body: ΑΘΗΝΑ, 11.— Έκθεση δώρων διοργανώνει ο Οργανισμός Χειροτεχνίας στις αίθουσες του Ζαππείου. <box>997 1262 1190 1310</box>
ad-note: Σας μεταφέρουμε με δικό μας μέσο στο κέντρο της πόλεως εάν δεν μπορείτε να περιμένετε την επισκευή και θα σας επαναφέρουμε για να παραλάβετε το αυτοκίνητό σας. <box>635 1195 972 1230</box>
vw-logo-icon: VW <box>628 1090 691 1153</box>
